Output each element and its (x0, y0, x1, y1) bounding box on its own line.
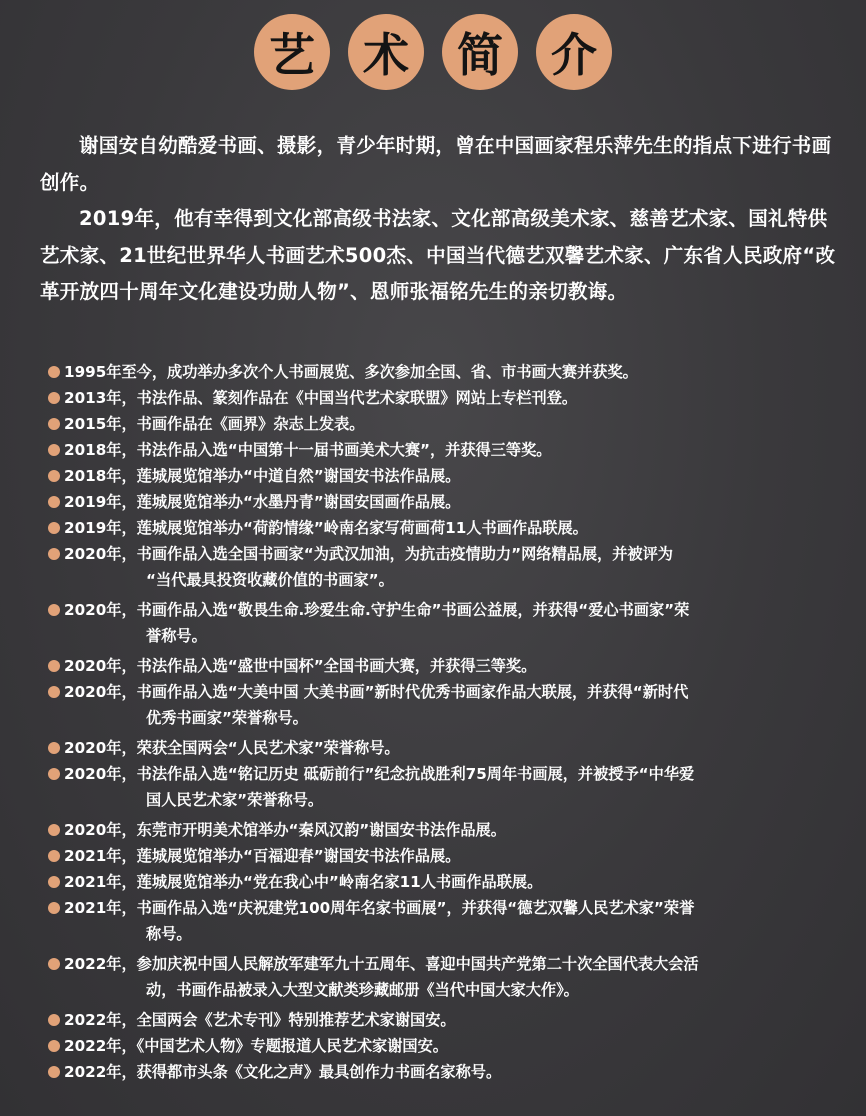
item-text-continued: 誉称号。 (146, 627, 207, 645)
intro-section (40, 128, 840, 311)
title-char-circle (254, 14, 330, 90)
bullet-dot-icon (48, 1066, 60, 1078)
item-year: 2021年， (64, 899, 137, 917)
item-text: 书画作品在《画界》杂志上发表。 (136, 415, 365, 433)
intro-paragraph-1: 谢国安自幼酷爱书画、摄影，青少年时期，曾在中国画家程乐萍先生的指点下进行书画创作。 (40, 134, 832, 194)
item-text: 书法作品、篆刻作品在《中国当代艺术家联盟》网站上专栏刊登。 (136, 389, 578, 407)
item-year: 2020年， (64, 657, 137, 675)
list-item (44, 761, 844, 813)
item-text: 获得都市头条《文化之声》最具创作力书画名家称号。 (136, 1063, 502, 1081)
title-char: 介 (551, 28, 597, 82)
bullet-dot-icon (48, 470, 60, 482)
item-text: 书画作品入选“敬畏生命.珍爱生命.守护生命”书画公益展，并获得“爱心书画家”荣 (136, 601, 690, 619)
list-item (44, 653, 844, 679)
bullet-dot-icon (48, 876, 60, 888)
item-text: 书画作品入选“庆祝建党100周年名家书画展”，并获得“德艺双馨人民艺术家”荣誉 (136, 899, 695, 917)
item-year: 2021年， (64, 873, 137, 891)
item-text: 莲城展览馆举办“中道自然”谢国安书法作品展。 (136, 467, 461, 485)
bullet-dot-icon (48, 1040, 60, 1052)
list-item (44, 541, 844, 593)
item-text: 莲城展览馆举办“党在我心中”岭南名家11人书画作品联展。 (136, 873, 543, 891)
bullet-dot-icon (48, 850, 60, 862)
intro-paragraph-2: 2019年，他有幸得到文化部高级书法家、文化部高级美术家、慈善艺术家、国礼特供艺术家、21世纪世界华人书画艺术500杰、中国当代德艺双馨艺术家、广东省人民政府“改革开放四十周年文化建设功勋人物”、恩师张福铭先生的亲切教诲。 (40, 207, 836, 303)
item-text: 莲城展览馆举办“水墨丹青”谢国安国画作品展。 (136, 493, 461, 511)
bullet-dot-icon (48, 958, 60, 970)
list-item (44, 679, 844, 731)
title-char: 术 (363, 28, 409, 82)
item-year: 2013年， (64, 389, 137, 407)
item-year: 2022年， (64, 1011, 137, 1029)
bullet-dot-icon (48, 1014, 60, 1026)
item-text-continued: 优秀书画家”荣誉称号。 (146, 709, 308, 727)
item-year: 2020年， (64, 601, 137, 619)
item-text-continued: 动，书画作品被录入大型文献类珍藏邮册《当代中国大家大作》。 (146, 981, 579, 999)
list-item (44, 1007, 844, 1033)
item-year: 2020年， (64, 739, 137, 757)
list-item (44, 817, 844, 843)
item-text: 东莞市开明美术馆举办“秦风汉韵”谢国安书法作品展。 (136, 821, 506, 839)
bullet-dot-icon (48, 522, 60, 534)
list-item (44, 951, 844, 1003)
item-text-continued: 国人民艺术家”荣誉称号。 (146, 791, 324, 809)
item-text: 荣获全国两会“人民艺术家”荣誉称号。 (136, 739, 400, 757)
item-year: 2020年， (64, 683, 137, 701)
list-item (44, 1033, 844, 1059)
bullet-dot-icon (48, 418, 60, 430)
list-item (44, 843, 844, 869)
title-char-circle (536, 14, 612, 90)
item-year: 2022年， (64, 1063, 137, 1081)
title-char: 简 (457, 28, 503, 82)
item-text-continued: 称号。 (146, 925, 192, 943)
item-year: 2022年， (64, 955, 137, 973)
item-year: 1995年至今， (64, 363, 168, 381)
list-item (44, 869, 844, 895)
item-text: 莲城展览馆举办“荷韵情缘”岭南名家写荷画荷11人书画作品联展。 (136, 519, 588, 537)
list-item (44, 515, 844, 541)
bullet-dot-icon (48, 768, 60, 780)
bullet-dot-icon (48, 496, 60, 508)
item-year: 2015年， (64, 415, 137, 433)
item-year: 2020年， (64, 545, 137, 563)
item-text: 全国两会《艺术专刊》特别推荐艺术家谢国安。 (136, 1011, 456, 1029)
bullet-dot-icon (48, 742, 60, 754)
list-item (44, 1059, 844, 1085)
bullet-dot-icon (48, 444, 60, 456)
list-item (44, 895, 844, 947)
bullet-dot-icon (48, 392, 60, 404)
item-text: 书画作品入选“大美中国 大美书画”新时代优秀书画家作品大联展，并获得“新时代 (136, 683, 689, 701)
item-text: 书法作品入选“铭记历史 砥砺前行”纪念抗战胜利75周年书画展，并被授予“中华爱 (136, 765, 695, 783)
bullet-dot-icon (48, 660, 60, 672)
item-text: 书画作品入选全国书画家“为武汉加油，为抗击疫情助力”网络精品展，并被评为 (136, 545, 673, 563)
title-char-circle (348, 14, 424, 90)
title-char: 艺 (269, 28, 315, 82)
list-item (44, 411, 844, 437)
bullet-dot-icon (48, 902, 60, 914)
item-year: 2021年， (64, 847, 137, 865)
item-year: 2020年， (64, 765, 137, 783)
list-item (44, 489, 844, 515)
bullet-dot-icon (48, 604, 60, 616)
list-item (44, 359, 844, 385)
item-text: 参加庆祝中国人民解放军建军九十五周年、喜迎中国共产党第二十次全国代表大会活 (136, 955, 699, 973)
item-year: 2020年， (64, 821, 137, 839)
item-year: 2019年， (64, 519, 137, 537)
list-item (44, 385, 844, 411)
item-year: 2019年， (64, 493, 137, 511)
bullet-dot-icon (48, 548, 60, 560)
item-text-continued: “当代最具投资收藏价值的书画家”。 (146, 571, 394, 589)
list-item (44, 735, 844, 761)
list-item (44, 463, 844, 489)
item-year: 2022年， (64, 1037, 137, 1055)
item-text: 书法作品入选“中国第十一届书画美术大赛”，并获得三等奖。 (136, 441, 552, 459)
title-char-circle (442, 14, 518, 90)
item-text: 成功举办多次个人书画展览、多次参加全国、省、市书画大赛并获奖。 (167, 363, 638, 381)
page-title (0, 14, 866, 90)
item-text: 《中国艺术人物》专题报道人民艺术家谢国安。 (136, 1037, 448, 1055)
list-item (44, 437, 844, 463)
item-year: 2018年， (64, 467, 137, 485)
list-item (44, 597, 844, 649)
bullet-dot-icon (48, 366, 60, 378)
item-year: 2018年， (64, 441, 137, 459)
item-text: 书法作品入选“盛世中国杯”全国书画大赛，并获得三等奖。 (136, 657, 537, 675)
item-text: 莲城展览馆举办“百福迎春”谢国安书法作品展。 (136, 847, 461, 865)
bullet-dot-icon (48, 824, 60, 836)
bullet-dot-icon (48, 686, 60, 698)
achievement-list (44, 359, 844, 1085)
